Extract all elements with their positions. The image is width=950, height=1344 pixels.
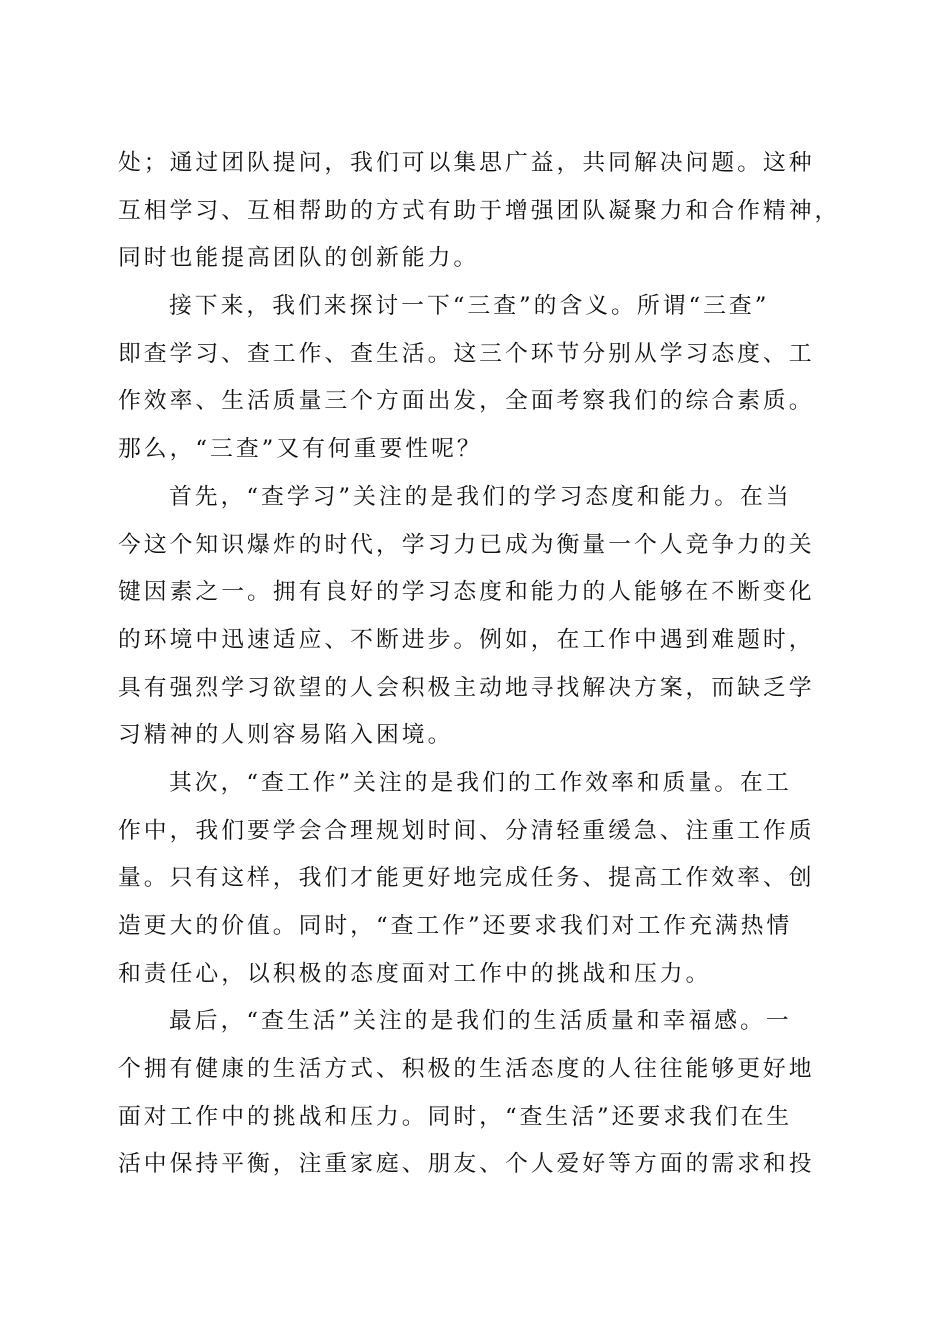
text-line: 键因素之一。拥有良好的学习态度和能力的人能够在不断变化 bbox=[118, 579, 815, 606]
text-line: 活中保持平衡，注重家庭、朋友、个人爱好等方面的需求和投 bbox=[118, 1151, 815, 1178]
text-line: 接下来，我们来探讨一下“三查”的含义。所谓“三查” bbox=[169, 293, 770, 320]
text-line: 个拥有健康的生活方式、积极的生活态度的人往往能够更好地 bbox=[118, 1056, 815, 1083]
text-line: 其次，“查工作”关注的是我们的工作效率和质量。在工 bbox=[169, 769, 792, 796]
text-line: 和责任心，以积极的态度面对工作中的挑战和压力。 bbox=[118, 960, 712, 987]
text-line: 作效率、生活质量三个方面出发，全面考察我们的综合素质。 bbox=[118, 388, 815, 415]
body-text bbox=[118, 140, 841, 1189]
text-line: 首先，“查学习”关注的是我们的学习态度和能力。在当 bbox=[169, 483, 792, 510]
text-line: 具有强烈学习欲望的人会积极主动地寻找解决方案，而缺乏学 bbox=[118, 674, 815, 701]
text-line: 最后，“查生活”关注的是我们的生活质量和幸福感。一 bbox=[169, 1008, 792, 1035]
text-line: 今这个知识爆炸的时代，学习力已成为衡量一个人竞争力的关 bbox=[118, 531, 815, 558]
text-line: 量。只有这样，我们才能更好地完成任务、提高工作效率、创 bbox=[118, 865, 815, 892]
text-line: 作中，我们要学会合理规划时间、分清轻重缓急、注重工作质 bbox=[118, 817, 815, 844]
text-line: 习精神的人则容易陷入困境。 bbox=[118, 722, 454, 749]
text-line: 同时也能提高团队的创新能力。 bbox=[118, 245, 480, 272]
text-line: 处；通过团队提问，我们可以集思广益，共同解决问题。这种 bbox=[118, 150, 815, 176]
text-line: 互相学习、互相帮助的方式有助于增强团队凝聚力和合作精神， bbox=[118, 197, 841, 224]
text-line: 造更大的价值。同时，“查工作”还要求我们对工作充满热情 bbox=[118, 913, 793, 939]
text-line: 那么，“三查”又有何重要性呢？ bbox=[118, 436, 483, 463]
text-line: 即查学习、查工作、查生活。这三个环节分别从学习态度、工 bbox=[118, 340, 815, 367]
text-line: 面对工作中的挑战和压力。同时，“查生活”还要求我们在生 bbox=[118, 1103, 793, 1130]
text-line: 的环境中迅速适应、不断进步。例如，在工作中遇到难题时， bbox=[118, 626, 815, 653]
